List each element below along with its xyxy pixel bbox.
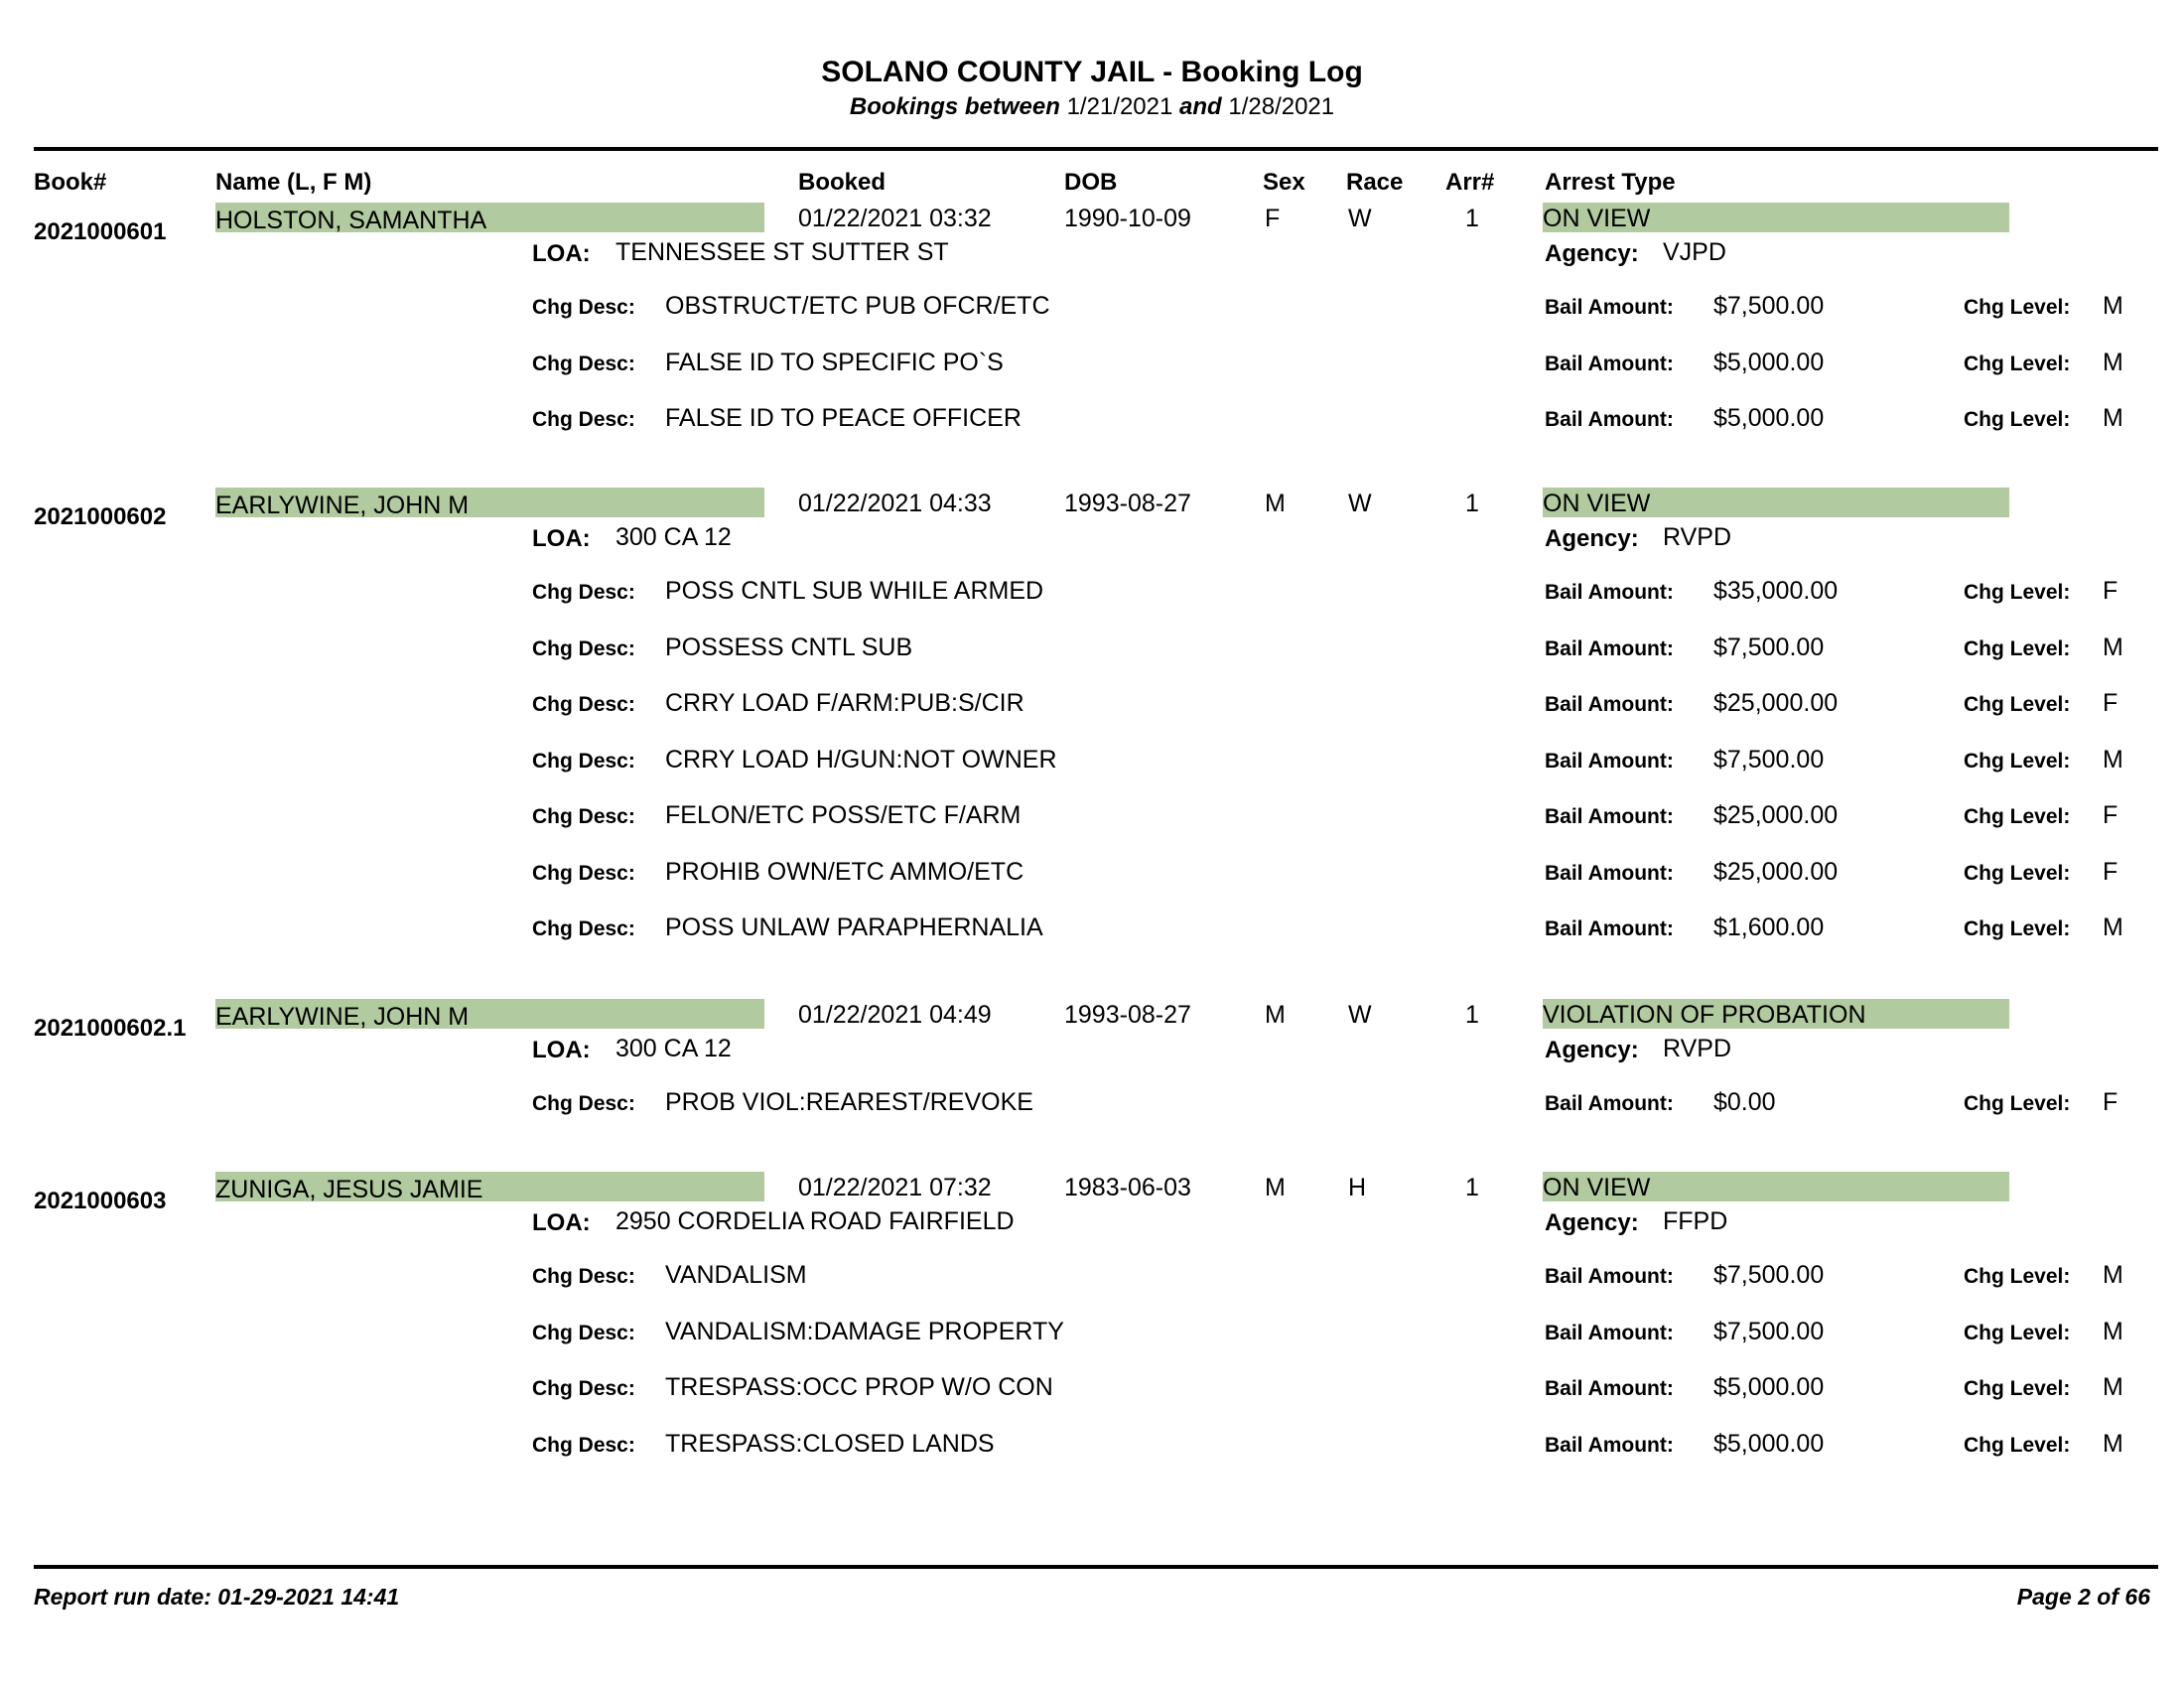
bail-amount-label: Bail Amount: bbox=[1545, 1434, 1674, 1457]
chg-desc-label: Chg Desc: bbox=[532, 862, 635, 885]
arrest-type: VIOLATION OF PROBATION bbox=[1543, 1001, 1866, 1029]
chg-desc-value: CRRY LOAD H/GUN:NOT OWNER bbox=[665, 746, 1057, 774]
bail-amount-value: $25,000.00 bbox=[1713, 801, 1839, 829]
col-booked: Booked bbox=[798, 169, 887, 196]
race: W bbox=[1348, 1001, 1372, 1029]
chg-desc-value: PROB VIOL:REAREST/REVOKE bbox=[665, 1088, 1033, 1116]
chg-desc-value: POSS CNTL SUB WHILE ARMED bbox=[665, 577, 1044, 605]
chg-level-label: Chg Level: bbox=[1964, 581, 2071, 604]
bail-amount-label: Bail Amount: bbox=[1545, 408, 1674, 431]
chg-desc-value: PROHIB OWN/ETC AMMO/ETC bbox=[665, 858, 1024, 886]
chg-level-value: M bbox=[2103, 404, 2123, 432]
race: H bbox=[1348, 1174, 1367, 1201]
booked-datetime: 01/22/2021 04:33 bbox=[798, 490, 992, 517]
chg-desc-label: Chg Desc: bbox=[532, 1434, 635, 1457]
loa-value: 300 CA 12 bbox=[615, 1035, 732, 1062]
chg-level-value: M bbox=[2103, 1318, 2123, 1345]
chg-desc-label: Chg Desc: bbox=[532, 637, 635, 660]
footer-rule bbox=[34, 1565, 2158, 1569]
inmate-name: EARLYWINE, JOHN M bbox=[215, 492, 470, 519]
chg-level-label: Chg Level: bbox=[1964, 408, 2071, 431]
agency-label: Agency: bbox=[1545, 1037, 1639, 1063]
bail-amount-label: Bail Amount: bbox=[1545, 917, 1674, 940]
chg-level-value: F bbox=[2103, 801, 2118, 829]
chg-desc-label: Chg Desc: bbox=[532, 1092, 635, 1115]
subtitle-prefix: Bookings between bbox=[849, 93, 1060, 120]
chg-level-value: M bbox=[2103, 349, 2123, 376]
book-number: 2021000601 bbox=[34, 218, 167, 245]
chg-desc-label: Chg Desc: bbox=[532, 750, 635, 773]
bail-amount-value: $1,600.00 bbox=[1713, 914, 1825, 941]
chg-level-label: Chg Level: bbox=[1964, 862, 2071, 885]
loa-label: LOA: bbox=[532, 240, 591, 267]
bail-amount-label: Bail Amount: bbox=[1545, 805, 1674, 828]
chg-level-label: Chg Level: bbox=[1964, 805, 2071, 828]
agency-label: Agency: bbox=[1545, 525, 1639, 552]
bail-amount-label: Bail Amount: bbox=[1545, 1377, 1674, 1400]
sex: F bbox=[1265, 205, 1281, 232]
bail-amount-value: $5,000.00 bbox=[1713, 349, 1825, 376]
header-rule bbox=[34, 147, 2158, 151]
race: W bbox=[1348, 205, 1372, 232]
agency-label: Agency: bbox=[1545, 1209, 1639, 1236]
chg-desc-label: Chg Desc: bbox=[532, 408, 635, 431]
report-title: SOLANO COUNTY JAIL - Booking Log bbox=[821, 56, 1363, 88]
booked-datetime: 01/22/2021 04:49 bbox=[798, 1001, 992, 1029]
book-number: 2021000603 bbox=[34, 1188, 167, 1214]
chg-level-label: Chg Level: bbox=[1964, 1092, 2071, 1115]
chg-level-label: Chg Level: bbox=[1964, 1434, 2071, 1457]
bail-amount-label: Bail Amount: bbox=[1545, 352, 1674, 375]
chg-level-value: F bbox=[2103, 858, 2118, 886]
chg-desc-value: FELON/ETC POSS/ETC F/ARM bbox=[665, 801, 1022, 829]
chg-level-value: M bbox=[2103, 1430, 2123, 1458]
booked-datetime: 01/22/2021 07:32 bbox=[798, 1174, 992, 1201]
loa-value: TENNESSEE ST SUTTER ST bbox=[615, 238, 949, 266]
agency-value: RVPD bbox=[1663, 1035, 1732, 1062]
col-sex: Sex bbox=[1263, 169, 1305, 196]
bail-amount-label: Bail Amount: bbox=[1545, 1092, 1674, 1115]
chg-level-label: Chg Level: bbox=[1964, 693, 2071, 716]
arrest-number: 1 bbox=[1465, 205, 1479, 232]
sex: M bbox=[1265, 490, 1286, 517]
chg-desc-label: Chg Desc: bbox=[532, 1377, 635, 1400]
arrest-number: 1 bbox=[1465, 1174, 1479, 1201]
bail-amount-value: $5,000.00 bbox=[1713, 1430, 1825, 1458]
arrest-number: 1 bbox=[1465, 490, 1479, 517]
chg-level-label: Chg Level: bbox=[1964, 352, 2071, 375]
chg-level-value: M bbox=[2103, 633, 2123, 661]
chg-level-label: Chg Level: bbox=[1964, 296, 2071, 319]
chg-desc-value: OBSTRUCT/ETC PUB OFCR/ETC bbox=[665, 292, 1050, 320]
bail-amount-value: $5,000.00 bbox=[1713, 404, 1825, 432]
bail-amount-value: $7,500.00 bbox=[1713, 292, 1825, 320]
bail-amount-value: $7,500.00 bbox=[1713, 1261, 1825, 1289]
bail-amount-label: Bail Amount: bbox=[1545, 693, 1674, 716]
dob: 1993-08-27 bbox=[1064, 1001, 1191, 1029]
arrest-number: 1 bbox=[1465, 1001, 1479, 1029]
bail-amount-label: Bail Amount: bbox=[1545, 296, 1674, 319]
chg-level-label: Chg Level: bbox=[1964, 750, 2071, 773]
bail-amount-label: Bail Amount: bbox=[1545, 581, 1674, 604]
bail-amount-value: $35,000.00 bbox=[1713, 577, 1839, 605]
loa-value: 300 CA 12 bbox=[615, 523, 732, 551]
book-number: 2021000602.1 bbox=[34, 1015, 187, 1042]
agency-value: VJPD bbox=[1663, 238, 1726, 266]
col-race: Race bbox=[1346, 169, 1404, 196]
bail-amount-label: Bail Amount: bbox=[1545, 1322, 1674, 1344]
chg-level-label: Chg Level: bbox=[1964, 1322, 2071, 1344]
inmate-name: HOLSTON, SAMANTHA bbox=[215, 207, 487, 234]
bail-amount-value: $0.00 bbox=[1713, 1088, 1776, 1116]
chg-level-value: M bbox=[2103, 746, 2123, 774]
bail-amount-value: $7,500.00 bbox=[1713, 746, 1825, 774]
chg-level-label: Chg Level: bbox=[1964, 637, 2071, 660]
chg-desc-label: Chg Desc: bbox=[532, 352, 635, 375]
chg-desc-value: FALSE ID TO SPECIFIC PO`S bbox=[665, 349, 1004, 376]
chg-desc-value: VANDALISM bbox=[665, 1261, 807, 1289]
chg-level-value: M bbox=[2103, 1373, 2123, 1401]
bail-amount-value: $25,000.00 bbox=[1713, 689, 1839, 717]
report-subtitle bbox=[0, 93, 2184, 121]
chg-desc-value: POSSESS CNTL SUB bbox=[665, 633, 913, 661]
arrest-type: ON VIEW bbox=[1543, 490, 1651, 517]
chg-level-value: F bbox=[2103, 1088, 2118, 1116]
loa-label: LOA: bbox=[532, 525, 591, 552]
dob: 1983-06-03 bbox=[1064, 1174, 1191, 1201]
agency-value: FFPD bbox=[1663, 1207, 1728, 1235]
race: W bbox=[1348, 490, 1372, 517]
chg-level-label: Chg Level: bbox=[1964, 917, 2071, 940]
dob: 1993-08-27 bbox=[1064, 490, 1191, 517]
bail-amount-value: $25,000.00 bbox=[1713, 858, 1839, 886]
page-number: Page 2 of 66 bbox=[2016, 1584, 2150, 1610]
bail-amount-label: Bail Amount: bbox=[1545, 637, 1674, 660]
col-book: Book# bbox=[34, 169, 107, 196]
col-arr: Arr# bbox=[1445, 169, 1495, 196]
chg-level-label: Chg Level: bbox=[1964, 1265, 2071, 1288]
chg-level-value: F bbox=[2103, 577, 2118, 605]
chg-level-value: M bbox=[2103, 292, 2123, 320]
loa-label: LOA: bbox=[532, 1209, 591, 1236]
chg-level-value: M bbox=[2103, 914, 2123, 941]
bail-amount-label: Bail Amount: bbox=[1545, 750, 1674, 773]
inmate-name: EARLYWINE, JOHN M bbox=[215, 1003, 470, 1031]
chg-desc-label: Chg Desc: bbox=[532, 1265, 635, 1288]
agency-label: Agency: bbox=[1545, 240, 1639, 267]
report-run-date: Report run date: 01-29-2021 14:41 bbox=[34, 1584, 400, 1610]
chg-desc-label: Chg Desc: bbox=[532, 581, 635, 604]
chg-desc-label: Chg Desc: bbox=[532, 296, 635, 319]
loa-label: LOA: bbox=[532, 1037, 591, 1063]
col-name: Name (L, F M) bbox=[215, 169, 372, 196]
bail-amount-label: Bail Amount: bbox=[1545, 1265, 1674, 1288]
col-arrest-type: Arrest Type bbox=[1545, 169, 1676, 196]
chg-level-value: F bbox=[2103, 689, 2118, 717]
chg-desc-value: TRESPASS:CLOSED LANDS bbox=[665, 1430, 995, 1458]
arrest-type: ON VIEW bbox=[1543, 205, 1651, 232]
book-number: 2021000602 bbox=[34, 503, 167, 530]
sex: M bbox=[1265, 1001, 1286, 1029]
dob: 1990-10-09 bbox=[1064, 205, 1191, 232]
chg-level-value: M bbox=[2103, 1261, 2123, 1289]
chg-desc-value: CRRY LOAD F/ARM:PUB:S/CIR bbox=[665, 689, 1024, 717]
start-date: 1/21/2021 bbox=[1066, 93, 1173, 120]
inmate-name: ZUNIGA, JESUS JAMIE bbox=[215, 1176, 483, 1203]
bail-amount-value: $5,000.00 bbox=[1713, 1373, 1825, 1401]
arrest-type: ON VIEW bbox=[1543, 1174, 1651, 1201]
sex: M bbox=[1265, 1174, 1286, 1201]
bail-amount-value: $7,500.00 bbox=[1713, 633, 1825, 661]
loa-value: 2950 CORDELIA ROAD FAIRFIELD bbox=[615, 1207, 1015, 1235]
chg-desc-label: Chg Desc: bbox=[532, 1322, 635, 1344]
chg-desc-label: Chg Desc: bbox=[532, 805, 635, 828]
col-dob: DOB bbox=[1064, 169, 1118, 196]
bail-amount-value: $7,500.00 bbox=[1713, 1318, 1825, 1345]
chg-level-label: Chg Level: bbox=[1964, 1377, 2071, 1400]
chg-desc-value: POSS UNLAW PARAPHERNALIA bbox=[665, 914, 1043, 941]
bail-amount-label: Bail Amount: bbox=[1545, 862, 1674, 885]
booked-datetime: 01/22/2021 03:32 bbox=[798, 205, 992, 232]
chg-desc-value: FALSE ID TO PEACE OFFICER bbox=[665, 404, 1022, 432]
chg-desc-value: VANDALISM:DAMAGE PROPERTY bbox=[665, 1318, 1064, 1345]
agency-value: RVPD bbox=[1663, 523, 1732, 551]
end-date: 1/28/2021 bbox=[1228, 93, 1335, 120]
chg-desc-label: Chg Desc: bbox=[532, 917, 635, 940]
chg-desc-label: Chg Desc: bbox=[532, 693, 635, 716]
chg-desc-value: TRESPASS:OCC PROP W/O CON bbox=[665, 1373, 1053, 1401]
subtitle-and: and bbox=[1179, 93, 1222, 120]
